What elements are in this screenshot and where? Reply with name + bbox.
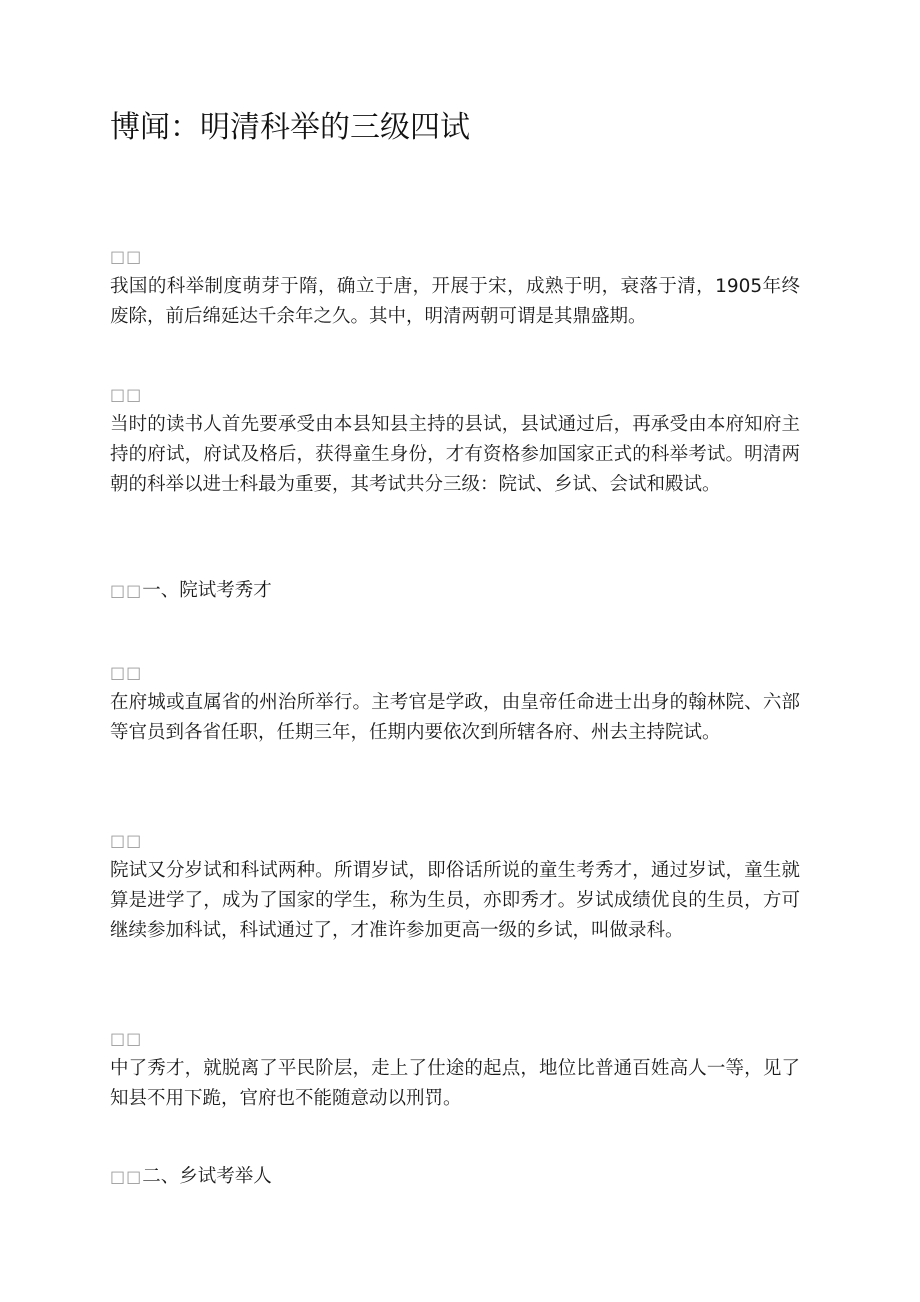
paragraph-text: 院试又分岁试和科试两种。所谓岁试，即俗话所说的童生考秀才，通过岁试，童生就算是进学了，成为了国家的学生，称为生员，亦即秀才。岁试成绩优良的生员，方可继续参加科试，科试通过了，才准许参加更高一级的乡试，叫做录科。 [110,860,800,941]
paragraph-marker: □□ [110,831,143,850]
paragraph-2 [110,380,800,500]
paragraph-text: 当时的读书人首先要承受由本县知县主持的县试，县试通过后，再承受由本府知府主持的府试，府试及格后，获得童生身份，才有资格参加国家正式的科举考试。明清两朝的科举以进士科最为重要，其考试共分三级：院试、乡试、会试和殿试。 [110,414,800,495]
paragraph-marker: □□ [110,247,143,266]
section-heading-1 [110,576,800,606]
paragraph-marker: □□ [110,1029,143,1048]
paragraph-marker: □□ [110,385,143,404]
paragraph-marker: □□ [110,663,143,682]
section-heading-text: 一、院试考秀才 [142,580,272,601]
paragraph-4 [110,826,800,946]
section-heading-2 [110,1162,800,1192]
paragraph-1 [110,242,800,332]
paragraph-text: 我国的科举制度萌芽于隋，确立于唐，开展于宋，成熟于明，衰落于清，1905年终废除，前后绵延达千余年之久。其中，明清两朝可谓是其鼎盛期。 [110,276,800,327]
paragraph-3 [110,658,800,748]
paragraph-5 [110,1024,800,1114]
paragraph-text: 中了秀才，就脱离了平民阶层，走上了仕途的起点，地位比普通百姓高人一等，见了知县不用下跪，官府也不能随意动以刑罚。 [110,1058,800,1109]
paragraph-text: 在府城或直属省的州治所举行。主考官是学政，由皇帝任命进士出身的翰林院、六部等官员到各省任职，任期三年，任期内要依次到所辖各府、州去主持院试。 [110,692,800,743]
heading-marker: □□ [110,581,143,600]
page-title: 博闻：明清科举的三级四试 [110,110,470,145]
section-heading-text: 二、乡试考举人 [142,1166,272,1187]
heading-marker: □□ [110,1167,143,1186]
